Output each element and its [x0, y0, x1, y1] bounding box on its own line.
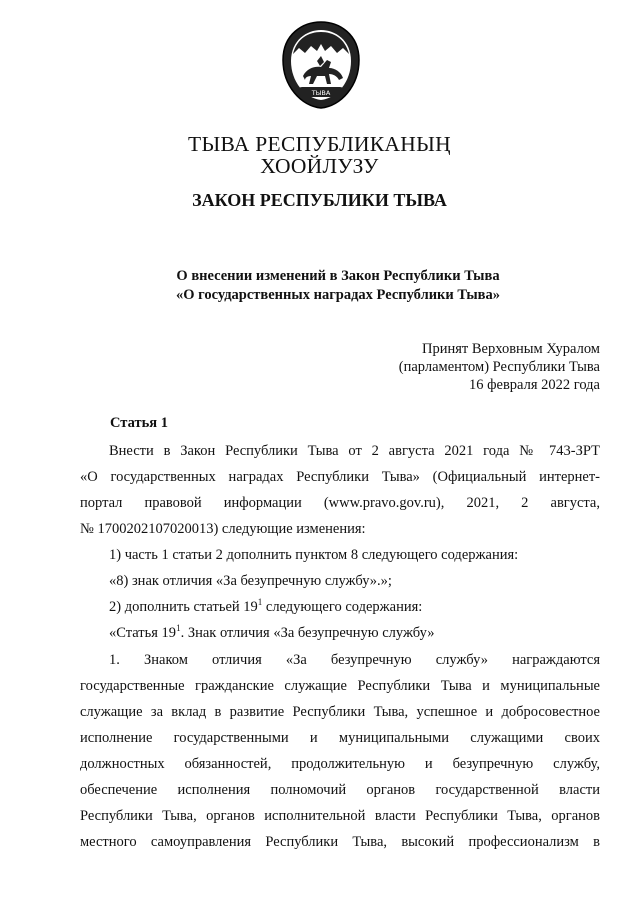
body-line: Внести в Закон Республики Тыва от 2 августа 2021 года № 743-ЗРТ — [109, 443, 600, 459]
body-line: обеспечение исполнения полномочий органов государственной власти — [80, 782, 600, 798]
body-line: 1. Знаком отличия «За безупречную службу» награждаются — [109, 652, 600, 668]
body-line: «Статья $19^1$. Знак отличия «За безупречную службу» — [109, 623, 435, 641]
law-subject-line1: О внесении изменений в Закон Республики Тыва — [176, 268, 500, 284]
body-line: «О государственных наградах Республики Тыва» (Официальный интернет- — [80, 469, 600, 485]
republic-name-tyvan-line1: ТЫВА РЕСПУБЛИКАНЫҢ — [188, 132, 451, 156]
body-line: портал правовой информации (www.pravo.gov.ru), 2021, 2 августа, — [80, 495, 600, 511]
body-line: исполнение государственными и муниципальными служащими своих — [80, 730, 600, 746]
body-line: служащие за вклад в развитие Республики Тыва, успешное и добросовестное — [80, 704, 600, 720]
coat-of-arms-emblem — [279, 20, 363, 110]
body-line: «8) знак отличия «За безупречную службу».»; — [109, 573, 392, 589]
adoption-note-line1: Принят Верховным Хуралом — [422, 341, 600, 357]
adoption-date: 16 февраля 2022 года — [468, 377, 600, 393]
body-line: должностных обязанностей, продолжительную и безупречную службу, — [80, 756, 600, 772]
body-line: государственные гражданские служащие Республики Тыва и муниципальные — [80, 678, 600, 694]
article-heading: Статья 1 — [110, 415, 168, 431]
body-line: Республики Тыва, органов исполнительной власти Республики Тыва, органов — [80, 808, 600, 824]
law-title: ЗАКОН РЕСПУБЛИКИ ТЫВА — [192, 190, 447, 210]
law-subject-line2: «О государственных наградах Республики Тыва» — [176, 287, 500, 303]
body-line: 2) дополнить статьей $19^1$ следующего содержания: — [109, 597, 423, 615]
emblem-text: ТЫВА — [311, 89, 331, 97]
adoption-note-line2: (парламентом) Республики Тыва — [398, 359, 600, 375]
republic-name-tyvan-line2: ХООЙЛУЗУ — [260, 154, 379, 178]
body-line: местного самоуправления Республики Тыва, высокий профессионализм в — [80, 834, 600, 850]
body-line: № 1700202107020013) следующие изменения: — [80, 521, 366, 537]
body-line: 1) часть 1 статьи 2 дополнить пунктом 8 следующего содержания: — [109, 547, 519, 563]
